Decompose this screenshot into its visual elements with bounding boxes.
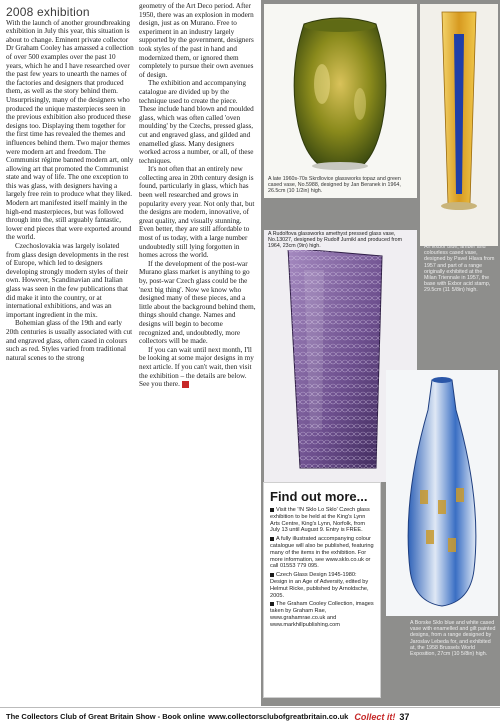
- caption: An Exbor blue, amber and colourless cased vase, designed by Pavel Hlava from 1957 and part of a range originally exhibited at the Milan Triennale in 1957, the base with Exbor acid stamp, 29.5cm (11 5/8in) high.: [424, 244, 495, 294]
- paragraph: Czechoslovakia was largely isolated from glass design developments in the rest of Europe, which led to designers developing strongly modern styles of their own. However, Scandinavian and Italian glass was seen in the few publications that did make it into the country, or at international exhibitions, and was an important ingredient in the mix.: [6, 242, 129, 319]
- find-out-text: A fully illustrated accompanying colour catalogue will also be published, featuring many of the items in the exhibition. For more information, see www.sklo.co.uk or call 01553 779 095.: [270, 536, 374, 570]
- find-out-text: The Graham Cooley Collection, images taken by Graham Rae, www.grahamrae.co.uk and www.markhillpublishing.com: [270, 601, 374, 628]
- find-out-more-box: [263, 482, 381, 698]
- paragraph: Bohemian glass of the 19th and early 20th centuries is usually associated with cut and engraved glass, often cased in colours such as red. Styles varied from traditional natural scenes to the strong: [6, 319, 133, 362]
- find-out-item: [270, 601, 374, 628]
- footer-show-text: The Collectors Club of Great Britain Show - Book online: [6, 712, 206, 721]
- section-heading: 2008 exhibition: [6, 5, 90, 19]
- footer-url-link[interactable]: www.collectorsclubofgreatbritain.co.uk: [208, 712, 349, 721]
- find-out-item: [270, 572, 374, 599]
- article-column-1: [6, 0, 134, 362]
- article-column-2: [139, 2, 256, 389]
- page-number: 37: [399, 711, 410, 722]
- photo-borske-vase: [386, 370, 498, 616]
- photo-green-vase: [264, 4, 417, 198]
- paragraph-text: If you can wait until next month, I'll be looking at some major designs in my next article. If you can't wait, then visit the exhibition – the details are below. See you there.: [139, 345, 254, 389]
- green-vase-image: [264, 4, 417, 198]
- bullet-icon: [270, 537, 274, 541]
- paragraph: With the launch of another groundbreaking exhibition in July this year, this situation is about to change. Eminent private collector Dr Graham Cooley has amassed a collection of over 500 examples over the past 10 years, which he and I have researched over the past few years to unearth the names of the factories and designers that produced them, as well as the story behind them. Unsurprisingly, many of the designers who produced the unique masterpieces seen in the previous exhibition also produced these designs too. Displaying them together for the first time has revealed the themes and influences behind them. Two major themes were modern art and freedom. The Communist régime banned modern art, only allowing art that promoted the Communist state and way of life. The one exception to this was glass, with designers having a largely free rein to produce what they liked. Modern art manifested itself mainly in the high-end masterpieces, but was followed through into the, still arguably fantastic, lower end pieces that were exported around the world.: [6, 18, 134, 242]
- find-out-text: Visit the '!N Sklo Lo Sklo' Czech glass exhibition to be held at the King's Lynn Arts Centre, King's Lynn, Norfolk, from July 13 until August 9. Entry is FREE.: [270, 507, 370, 534]
- page-footer: [0, 707, 500, 725]
- paragraph: It's not often that an entirely new collecting area in 20th century design is found, particularly in glass, which has been well researched and grows in popularity every year. Not only that, but the designs are modern, innovative, of great quality, and visually stunning. Even better, they are still affordable to most of us today, with a large number undoubtedly still lying forgotten in homes across the world.: [139, 165, 255, 260]
- paragraph: If the development of the post-war Murano glass market is anything to go by, post-war Czech glass could be the 'next big thing'. Now we know who designed many of these pieces, and a little about the background behind them, things should change. Names and designs will begin to become recognized and, undoubtedly, more collectors will be made.: [139, 259, 256, 346]
- find-out-item: [270, 536, 374, 570]
- paragraph: The exhibition and accompanying catalogue are divided up by the technique used to create the piece. These include hand blown and moulded glass, which was often called 'oven moulding' by the Czechs, pressed glass, cut and engraved glass, and gilded and enamelled glass. Many designers worked across a number, or all, of these techniques.: [139, 79, 254, 165]
- find-out-title: Find out more...: [270, 489, 368, 504]
- bullet-icon: [270, 602, 274, 606]
- find-out-item: [270, 507, 374, 534]
- caption: A late 1960s-70s Skrdlovice glassworks topaz and green cased vase, No.5988, designed by Jan Beranek in 1964, 26.5cm (10 1/2in) high.: [268, 176, 401, 195]
- end-mark-icon: [182, 381, 189, 388]
- paragraph: [139, 346, 256, 389]
- find-out-text: Czech Glass Design 1945-1980: Design in an Age of Adversity, edited by Helmut Ricke, published by Arnoldsche, 2005.: [270, 572, 369, 599]
- paragraph: geometry of the Art Deco period. After 1950, there was an explosion in modern design, just as on Murano. Free to experiment in an industry largely supported by the government, designers took styles of the past in hand and modernized them, or ignored them completely to pursue their own avenues of design.: [139, 2, 254, 79]
- bullet-icon: [270, 573, 274, 577]
- caption: A Borske Sklo blue and white cased vase with enamelled and gilt painted designs, from a range designed by Jaroslav Lebeda for, and exhibited at, the 1958 Brussels World Exposition, 27cm (10 5/8in) high.: [410, 620, 496, 658]
- exbor-vase-image: [420, 4, 498, 246]
- bullet-icon: [270, 508, 274, 512]
- borske-vase-image: [386, 370, 498, 616]
- magazine-name: Collect it!: [354, 711, 396, 722]
- caption: A Rudolfova glassworks amethyst pressed glass vase, No.13027, designed by Rudolf Jurnikl and produced from 1964, 23cm (9in) high.: [268, 231, 413, 250]
- photo-exbor-vase: [420, 4, 498, 246]
